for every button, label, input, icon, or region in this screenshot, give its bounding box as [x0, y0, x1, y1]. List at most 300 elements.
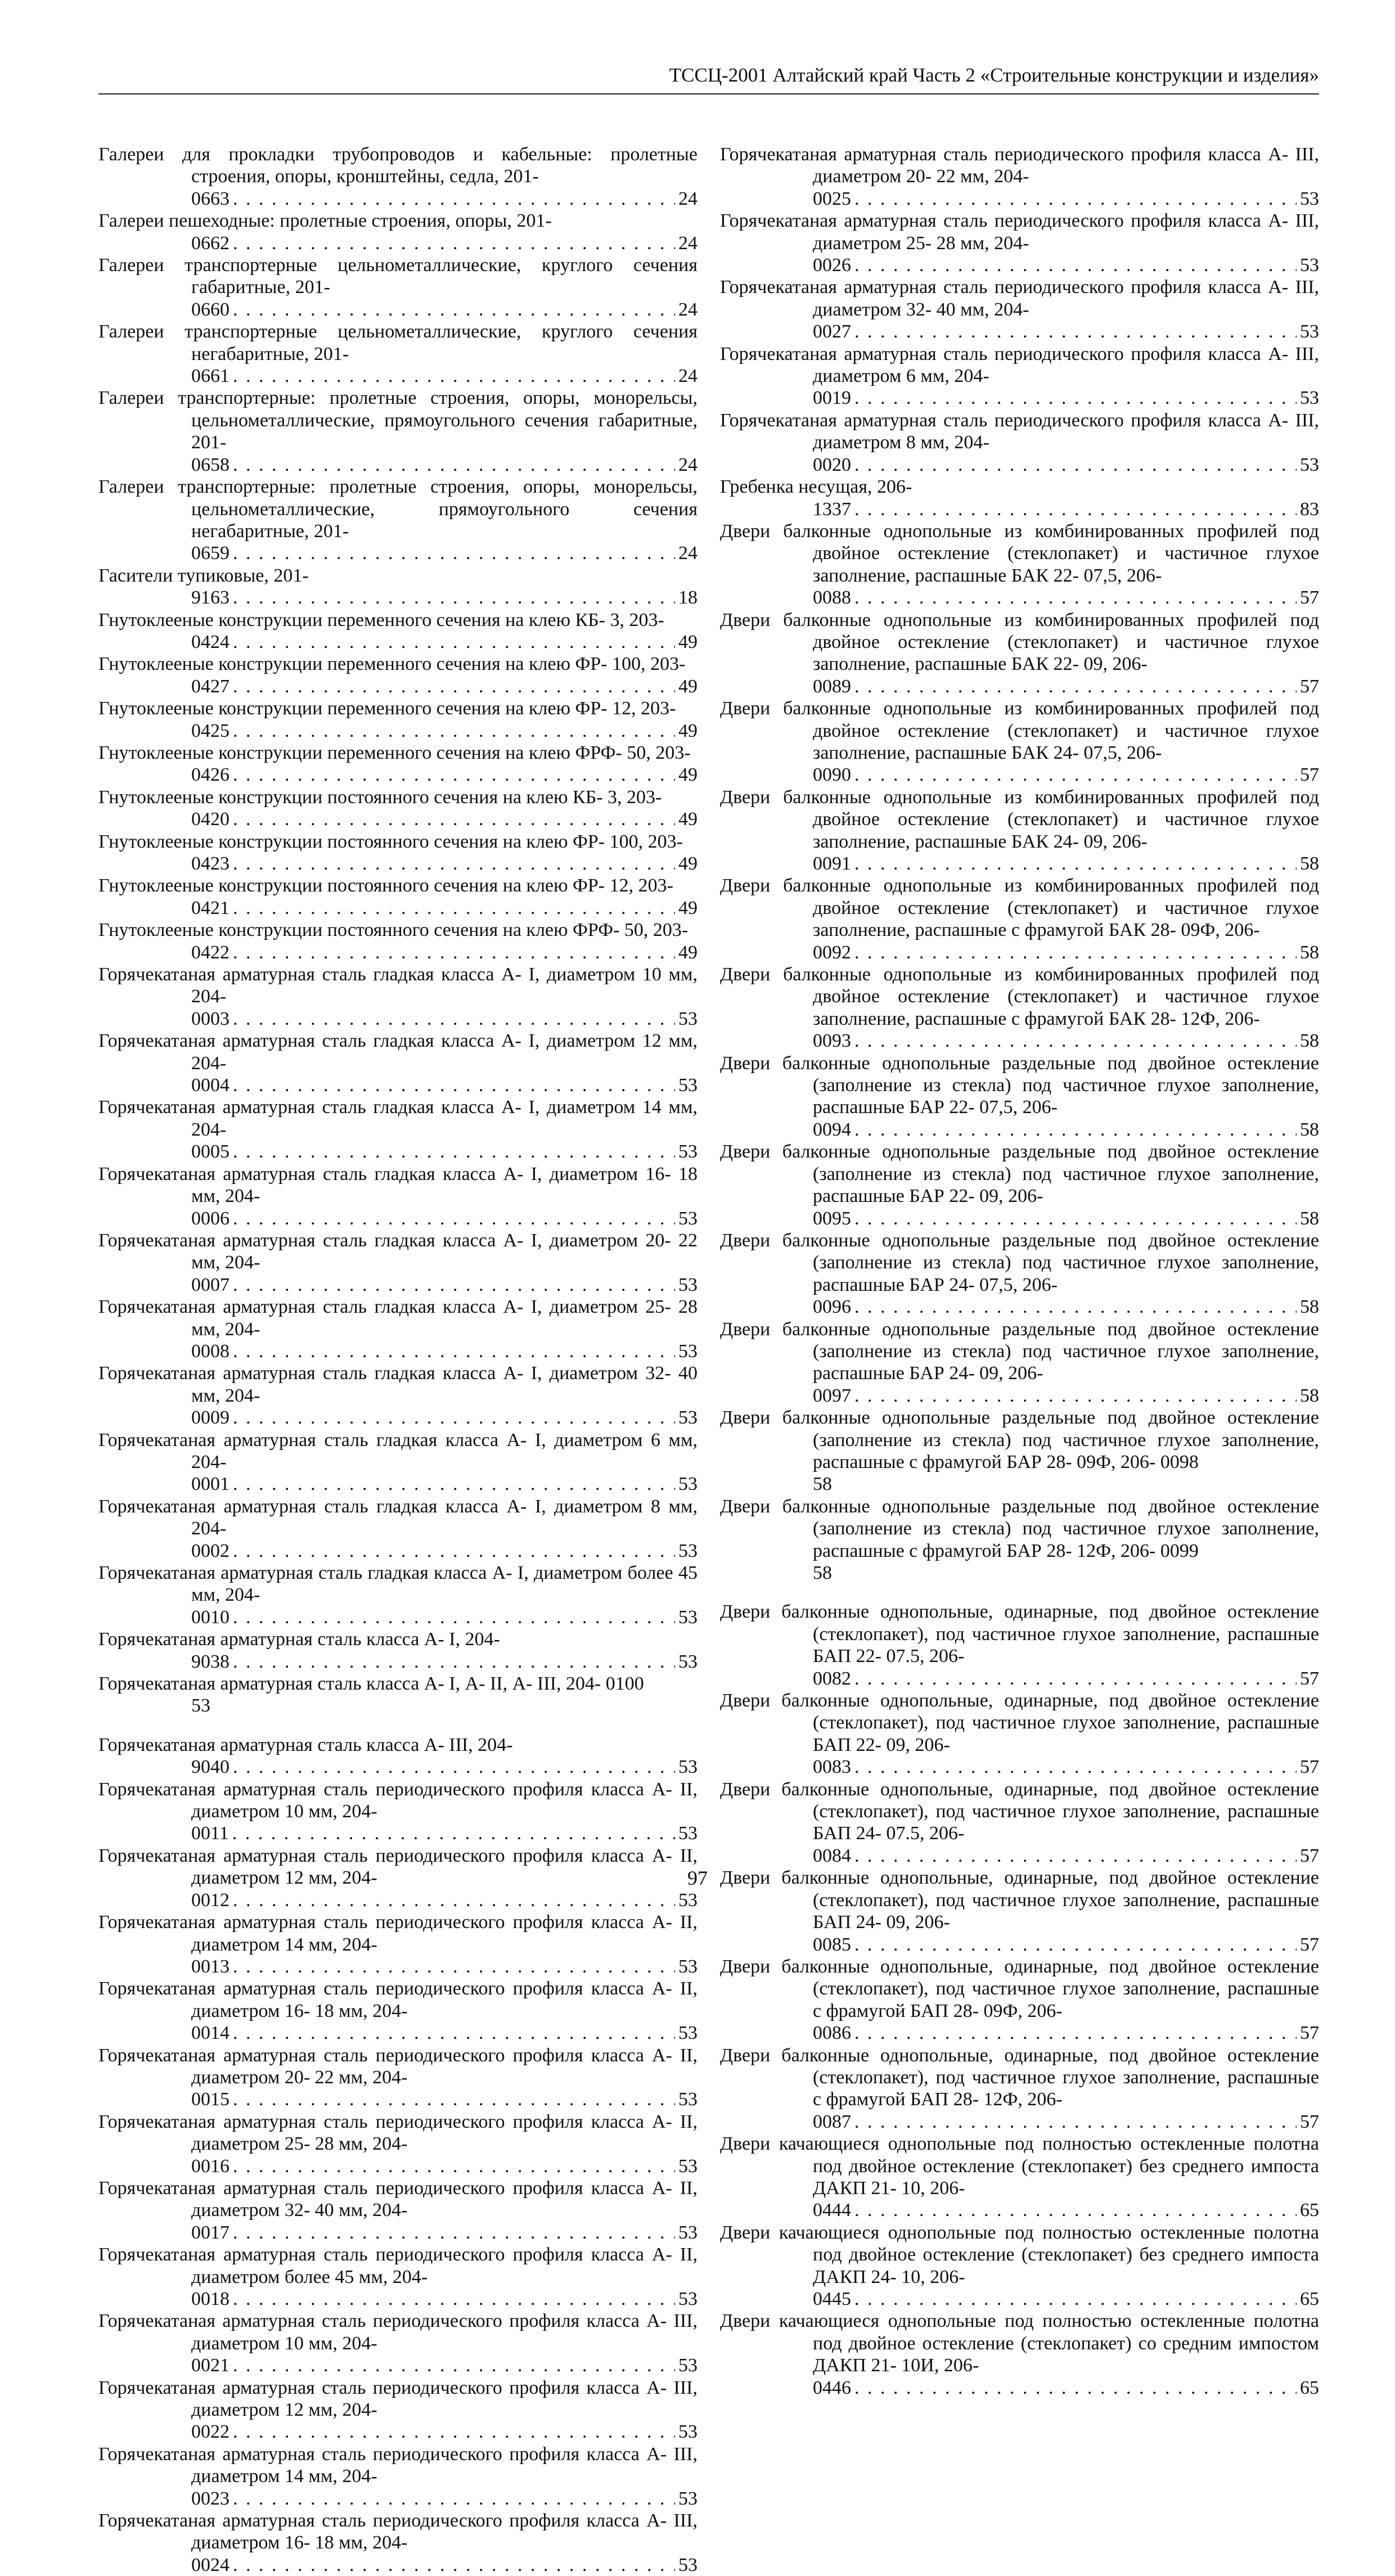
dot-leader [233, 2554, 675, 2576]
dot-leader [233, 1274, 675, 1296]
index-entry-text: Горячекатаная арматурная сталь периодического профиля класса А- II, диаметром 10 мм, 204- [98, 1778, 698, 1822]
index-entry-text-end: 0018 [191, 2289, 230, 2309]
index-entry-page: 65 [1300, 2377, 1319, 2398]
index-entry-text: Горячекатаная арматурная сталь периодического профиля класса А- III, диаметром 10 мм, 204- [98, 2311, 698, 2354]
index-entry-text: Двери балконные однопольные из комбинированных профилей под двойное остекление (стеклопакет) и частичное глухое заполнение, распашные с фрамугой БАК 28- 09Ф, 206- [720, 875, 1319, 941]
index-entry-page: 53 [1300, 255, 1319, 276]
index-entry-last-line [191, 1822, 698, 1844]
index-entry-text: Горячекатаная арматурная сталь периодического профиля класса А- II, диаметром более 45 мм, 204- [98, 2244, 698, 2287]
index-entry-last-line [813, 2022, 1319, 2044]
index-entry-text: Гнутоклееные конструкции постоянного сечения на клею ФРФ- 50, 203- [98, 920, 688, 941]
dot-leader [233, 299, 675, 321]
index-entry [720, 1956, 1319, 2044]
index-entry-text-end: 0027 [813, 321, 851, 343]
index-entry-last-line [191, 631, 698, 653]
index-entry [98, 1734, 698, 1778]
index-entry-text-end: 0004 [191, 1075, 230, 1096]
index-entry [720, 1601, 1319, 1690]
index-entry-text: Горячекатаная арматурная сталь периодического профиля класса А- II, диаметром 12 мм, 204- [98, 1845, 698, 1889]
index-entry [98, 1163, 698, 1230]
index-entry [98, 2310, 698, 2376]
index-entry-text-end: 0001 [191, 1474, 230, 1495]
index-entry-page: 53 [678, 1407, 698, 1429]
index-entry [720, 963, 1319, 1052]
index-entry [98, 1628, 698, 1673]
index-entry-page: 58 [813, 1474, 832, 1495]
dot-leader [233, 2421, 675, 2443]
index-entry-text-end: 0087 [813, 2111, 851, 2132]
index-entry-page: 53 [678, 2355, 698, 2376]
index-entry-text: Горячекатаная арматурная сталь класса А- I, 204- [98, 1629, 500, 1650]
index-entry [720, 609, 1319, 698]
index-entry [98, 1230, 698, 1296]
index-entry-text-end: 0014 [191, 2023, 230, 2044]
index-entry-text-end: 0096 [813, 1296, 851, 1318]
index-entry-text: Галереи для прокладки трубопроводов и кабельные: пролетные строения, опоры, кронштейны, седла, 201- [98, 144, 698, 187]
dot-leader [233, 587, 675, 609]
index-entry-page: 49 [678, 897, 698, 918]
index-entry [98, 1978, 698, 2044]
index-entry-page: 53 [678, 1956, 698, 1977]
dot-leader [233, 764, 675, 786]
index-entry-text-end: 0006 [191, 1208, 230, 1229]
index-entry-page: 49 [678, 942, 698, 963]
index-entry [98, 653, 698, 697]
dot-leader [233, 2022, 675, 2044]
index-entry-last-line [191, 942, 698, 963]
index-entry-text-end: 0009 [191, 1407, 230, 1429]
index-entry-text-end: 0023 [191, 2488, 230, 2509]
index-entry [720, 1407, 1319, 1496]
index-entry-last-line [191, 675, 698, 697]
index-entry-text-end: 0089 [813, 675, 851, 697]
index-entry-text: Горячекатаная арматурная сталь гладкая класса А- I, диаметром 14 мм, 204- [98, 1097, 698, 1140]
index-entry [98, 2111, 698, 2177]
dot-leader [233, 1889, 675, 1911]
index-entry [98, 1030, 698, 1096]
index-entry-text-end: 9163 [191, 587, 230, 609]
index-entry [720, 1230, 1319, 1318]
index-column-right [720, 143, 1319, 2399]
index-entry-last-line [191, 542, 698, 564]
index-entry-text-end: 0095 [813, 1208, 851, 1229]
index-entry-text: Горячекатаная арматурная сталь гладкая класса А- I, диаметром 8 мм, 204- [98, 1496, 698, 1539]
index-entry-page: 53 [678, 1606, 698, 1628]
index-entry [98, 2244, 698, 2310]
index-entry-text-end: 0003 [191, 1008, 230, 1029]
index-entry-last-line [813, 764, 1319, 786]
index-entry [98, 742, 698, 786]
index-entry [720, 1778, 1319, 1867]
index-entry-last-line [813, 2199, 1319, 2221]
index-entry-text: Двери балконные однопольные раздельные под двойное остекление (заполнение из стекла) под частичное глухое заполнение, распашные БАР 22- 09, 206- [720, 1141, 1319, 1207]
index-entry-text: Галереи транспортерные цельнометаллические, круглого сечения негабаритные, 201- [98, 321, 698, 364]
index-entry-page: 53 [678, 1540, 698, 1561]
index-entry-text: Двери балконные однопольные из комбинированных профилей под двойное остекление (стеклопакет) и частичное глухое заполнение, распашные БАК 24- 09, 206- [720, 786, 1319, 852]
index-entry-text: Горячекатаная арматурная сталь гладкая класса А- I, диаметром 10 мм, 204- [98, 964, 698, 1007]
index-entry-text-end: 0086 [813, 2023, 851, 2044]
dot-leader [854, 587, 1297, 609]
index-entry [98, 1562, 698, 1628]
index-entry-text-end: 0420 [191, 809, 230, 830]
index-entry-text-end: 0010 [191, 1606, 230, 1628]
index-entry-last-line [191, 1208, 698, 1230]
index-entry-last-line [813, 1668, 1319, 1690]
index-entry [98, 476, 698, 565]
index-entry-page: 58 [1300, 1030, 1319, 1052]
index-entry-text-end: 0092 [813, 942, 851, 963]
index-entry-text: Горячекатаная арматурная сталь периодического профиля класса А- III, диаметром 20- 22 мм, 204- [720, 144, 1319, 187]
page-header [98, 62, 1319, 94]
index-entry-text: Двери балконные однопольные из комбинированных профилей под двойное остекление (стеклопакет) и частичное глухое заполнение, распашные БАК 24- 07,5, 206- [720, 698, 1319, 763]
dot-leader [854, 1668, 1297, 1690]
index-entry-last-line [191, 1540, 698, 1562]
index-entry [98, 1096, 698, 1163]
index-entry-text: Горячекатаная арматурная сталь гладкая класса А- I, диаметром 25- 28 мм, 204- [98, 1296, 698, 1340]
index-entry-text-end: 0002 [191, 1540, 230, 1561]
index-entry-text: Горячекатаная арматурная сталь периодического профиля класса А- III, диаметром 25- 28 мм, 204- [720, 210, 1319, 254]
index-entry-text-end: 0425 [191, 720, 230, 741]
index-entry-text: Двери качающиеся однопольные под полностью остекленные полотна под двойное остекление (стеклопакет) без среднего импоста ДАКП 21- 10, 206- [720, 2133, 1319, 2199]
index-entry [98, 963, 698, 1030]
dot-leader [854, 1385, 1297, 1407]
index-entry-text: Гнутоклееные конструкции переменного сечения на клею КБ- 3, 203- [98, 609, 664, 631]
index-entry [98, 2510, 698, 2576]
dot-leader [233, 1651, 675, 1673]
index-entry-text: Гнутоклееные конструкции постоянного сечения на клею ФР- 12, 203- [98, 875, 673, 897]
dot-leader [233, 188, 675, 210]
dot-leader [854, 1756, 1297, 1778]
dot-leader [233, 942, 675, 963]
index-entry-text: Горячекатаная арматурная сталь гладкая класса А- I, диаметром 32- 40 мм, 204- [98, 1363, 698, 1406]
index-entry-text: Двери балконные однопольные раздельные под двойное остекление (заполнение из стекла) под частичное глухое заполнение, распашные с фрамугой БАР 28- 12Ф, 206- 0099 [720, 1496, 1319, 1561]
index-entry-page: 53 [678, 1340, 698, 1362]
index-entry [720, 875, 1319, 963]
dot-leader [854, 454, 1297, 476]
index-entry [98, 254, 698, 321]
index-entry-page: 58 [813, 1562, 832, 1583]
index-entry-page: 24 [678, 366, 698, 387]
index-entry-text-end: 0445 [813, 2289, 851, 2309]
index-entry [98, 1429, 698, 1496]
index-entry-page: 53 [1300, 188, 1319, 209]
index-entry-text-end: 0658 [191, 454, 230, 475]
index-entry-text: Горячекатаная арматурная сталь периодического профиля класса А- III, диаметром 32- 40 мм, 204- [720, 277, 1319, 320]
index-entry-last-line [191, 1074, 698, 1096]
index-entry-text-end: 0421 [191, 897, 230, 918]
index-entry-page: 57 [1300, 2111, 1319, 2132]
index-entry-page: 53 [678, 2222, 698, 2243]
index-entry-text: Горячекатаная арматурная сталь периодического профиля класса А- II, диаметром 25- 28 мм, 204- [98, 2111, 698, 2155]
index-entry-last-line [813, 2111, 1319, 2133]
index-entry-text: Двери балконные однопольные, одинарные, под двойное остекление (стеклопакет), под частичное глухое заполнение, распашные БАП 24- 09, 206- [720, 1867, 1319, 1933]
index-entry [98, 321, 698, 387]
index-entry-last-line [191, 1606, 698, 1628]
dot-leader [854, 942, 1297, 963]
index-entry [98, 919, 698, 963]
dot-leader [233, 853, 675, 875]
index-entry-text: Горячекатаная арматурная сталь периодического профиля класса А- III, диаметром 14 мм, 204- [98, 2443, 698, 2487]
dot-leader [854, 1030, 1297, 1052]
index-entry-page: 58 [1300, 942, 1319, 963]
index-entry-text-end: 0091 [813, 853, 851, 874]
index-entry-text: Гнутоклееные конструкции постоянного сечения на клею КБ- 3, 203- [98, 786, 662, 808]
dot-leader [854, 1845, 1297, 1867]
index-entry-text-end: 0097 [813, 1385, 851, 1406]
dot-leader [854, 254, 1297, 276]
index-entry-last-line [191, 2554, 698, 2576]
dot-leader [233, 631, 675, 653]
index-entry-text: Гнутоклееные конструкции переменного сечения на клею ФР- 100, 203- [98, 654, 686, 675]
index-entry-page: 58 [1300, 1208, 1319, 1229]
dot-leader [233, 2354, 675, 2376]
index-entry-text-end: 9038 [191, 1651, 230, 1672]
index-entry-last-line [191, 454, 698, 476]
index-entry [98, 1362, 698, 1429]
dot-leader [233, 2288, 675, 2310]
index-entry-text-end: 0094 [813, 1119, 851, 1140]
index-entry-text-end: 0005 [191, 1141, 230, 1163]
index-entry-page: 24 [678, 454, 698, 475]
dot-leader [233, 542, 675, 564]
index-entry-text: Двери балконные однопольные раздельные под двойное остекление (заполнение из стекла) под частичное глухое заполнение, распашные БАР 22- 07,5, 206- [720, 1052, 1319, 1118]
index-entry [98, 2443, 698, 2510]
index-entry [720, 1496, 1319, 1584]
index-entry-text-end: 0426 [191, 764, 230, 786]
index-entry-last-line [191, 2088, 698, 2110]
index-entry-page: 53 [678, 1474, 698, 1495]
index-entry-text-end: 0007 [191, 1274, 230, 1295]
index-entry [98, 786, 698, 831]
index-entry-text: Горячекатаная арматурная сталь периодического профиля класса А- II, диаметром 20- 22 мм, 204- [98, 2044, 698, 2088]
index-entry-page: 24 [678, 543, 698, 564]
index-entry [720, 276, 1319, 343]
index-entry-page: 24 [678, 299, 698, 320]
index-entry-text: Двери балконные однопольные, одинарные, под двойное остекление (стеклопакет), под частичное глухое заполнение, распашные БАП 24- 07.5, 206- [720, 1778, 1319, 1844]
index-entry-text-end: 0082 [813, 1668, 851, 1689]
index-entry [720, 2310, 1319, 2399]
index-entry-page: 49 [678, 720, 698, 741]
index-entry-text-end: 0012 [191, 1889, 230, 1911]
index-entry-page: 53 [678, 1274, 698, 1295]
index-entry [98, 831, 698, 875]
index-entry-last-line [191, 1473, 698, 1495]
index-entry-last-line [191, 2288, 698, 2310]
index-entry-page: 58 [1300, 1385, 1319, 1406]
dot-leader [854, 853, 1297, 875]
index-entry-last-line [191, 720, 698, 742]
index-entry-last-line [191, 1889, 698, 1911]
index-entry [720, 409, 1319, 476]
index-entry-text-end: 0659 [191, 543, 230, 564]
index-entry-page: 53 [191, 1695, 210, 1717]
index-entry-text-end: 0446 [813, 2377, 851, 2398]
index-entry-page: 53 [678, 2488, 698, 2509]
index-entry-last-line [191, 1340, 698, 1362]
dot-leader [233, 1606, 675, 1628]
index-entry [98, 210, 698, 254]
index-entry-page: 53 [678, 1757, 698, 1778]
index-entry-last-line [191, 2155, 698, 2177]
index-entry-text-end: 0008 [191, 1340, 230, 1362]
index-entry-text: Горячекатаная арматурная сталь периодического профиля класса А- II, диаметром 32- 40 мм, 204- [98, 2177, 698, 2221]
dot-leader [854, 1208, 1297, 1230]
index-entry [98, 697, 698, 742]
index-entry-last-line [191, 2354, 698, 2376]
index-entry [720, 1141, 1319, 1230]
dot-leader [854, 498, 1297, 520]
index-entry-text: Двери балконные однопольные, одинарные, под двойное остекление (стеклопакет), под частичное глухое заполнение, распашные БАП 22- 07.5, 206- [720, 1601, 1319, 1667]
index-entry [720, 143, 1319, 210]
dot-leader [233, 454, 675, 476]
index-entry-text: Горячекатаная арматурная сталь гладкая класса А- I, диаметром 20- 22 мм, 204- [98, 1230, 698, 1273]
dot-leader [233, 675, 675, 697]
index-entry-last-line [813, 1296, 1319, 1318]
index-entry-text-end: 0026 [813, 255, 851, 276]
index-entry-page: 53 [1300, 321, 1319, 343]
index-entry-last-line [191, 808, 698, 830]
dot-leader [233, 1956, 675, 1978]
dot-leader [233, 1756, 675, 1778]
index-entry-last-line [813, 254, 1319, 276]
dot-leader [233, 2088, 675, 2110]
index-entry-text-end: 0016 [191, 2155, 230, 2177]
index-entry-text: Горячекатаная арматурная сталь периодического профиля класса А- III, диаметром 12 мм, 204- [98, 2377, 698, 2421]
index-entry-last-line [813, 321, 1319, 343]
index-entry-page: 53 [678, 2155, 698, 2177]
index-column-left [98, 143, 698, 2576]
index-entry-text: Горячекатаная арматурная сталь класса А- III, 204- [98, 1734, 513, 1755]
index-entry-text: Двери балконные однопольные раздельные под двойное остекление (заполнение из стекла) под частичное глухое заполнение, распашные с фрамугой БАР 28- 09Ф, 206- 0098 [720, 1407, 1319, 1472]
index-entry-last-line [191, 1651, 698, 1673]
index-entry-text: Горячекатаная арматурная сталь периодического профиля класса А- III, диаметром 6 мм, 204- [720, 343, 1319, 387]
index-entry-text: Галереи транспортерные цельнометаллические, круглого сечения габаритные, 201- [98, 255, 698, 298]
index-entry-page: 49 [678, 675, 698, 697]
index-entry [720, 2222, 1319, 2311]
index-entry-last-line [191, 299, 698, 321]
index-entry-text-end: 0427 [191, 675, 230, 697]
index-entry-text: Гребенка несущая, 206- [720, 476, 912, 498]
index-entry-text: Галереи пешеходные: пролетные строения, опоры, 201- [98, 210, 552, 232]
index-entry-text: Горячекатаная арматурная сталь класса А- I, А- II, А- III, 204- 0100 [98, 1673, 644, 1695]
page-number: 97 [687, 1867, 708, 1889]
index-entry-text: Двери качающиеся однопольные под полностью остекленные полотна под двойное остекление (стеклопакет) без среднего импоста ДАКП 24- 10, 206- [720, 2222, 1319, 2287]
index-entry-last-line [813, 942, 1319, 963]
index-entry [720, 786, 1319, 875]
dot-leader [854, 2288, 1297, 2310]
index-entry-text-end: 0017 [191, 2222, 230, 2243]
dot-leader [854, 1296, 1297, 1318]
index-entry-text-end: 0660 [191, 299, 230, 320]
index-entry-text: Галереи транспортерные: пролетные строения, опоры, монорельсы, цельнометаллические, прямоугольного сечения габаритные, 201- [98, 388, 698, 453]
index-entry-text-end: 0024 [191, 2554, 230, 2575]
index-entry-last-line [191, 764, 698, 786]
dot-leader [233, 1141, 675, 1163]
index-entry-text-end: 0090 [813, 764, 851, 786]
index-entry-page: 49 [678, 631, 698, 652]
index-entry-page: 57 [1300, 764, 1319, 786]
index-entry-text: Горячекатаная арматурная сталь периодического профиля класса А- II, диаметром 14 мм, 204- [98, 1912, 698, 1955]
dot-leader [233, 1074, 675, 1096]
index-entry-text: Горячекатаная арматурная сталь гладкая класса А- I, диаметром 6 мм, 204- [98, 1429, 698, 1472]
dot-leader [854, 321, 1297, 343]
index-entry-last-line [191, 2222, 698, 2244]
index-entry-page: 83 [1300, 498, 1319, 520]
dot-leader [233, 1540, 675, 1562]
index-entry-text: Двери качающиеся однопольные под полностью остекленные полотна под двойное остекление (стеклопакет) со средним импостом ДАКП 21- 10И, 206- [720, 2311, 1319, 2376]
index-entry-text-end: 0015 [191, 2089, 230, 2110]
dot-leader [233, 1340, 675, 1362]
index-entry-text: Горячекатаная арматурная сталь гладкая класса А- I, диаметром более 45 мм, 204- [98, 1562, 698, 1606]
index-entry [98, 1911, 698, 1978]
index-entry-text: Горячекатаная арматурная сталь периодического профиля класса А- III, диаметром 8 мм, 204- [720, 409, 1319, 453]
index-entry-text: Горячекатаная арматурная сталь гладкая класса А- I, диаметром 16- 18 мм, 204- [98, 1163, 698, 1207]
index-entry-last-line [191, 853, 698, 875]
index-entry-text-end: 0093 [813, 1030, 851, 1052]
dot-leader [233, 1473, 675, 1495]
index-entry-page: 53 [678, 2289, 698, 2309]
dot-leader [854, 1934, 1297, 1956]
index-entry-text: Двери балконные однопольные из комбинированных профилей под двойное остекление (стеклопакет) и частичное глухое заполнение, распашные БАК 22- 09, 206- [720, 609, 1319, 675]
index-entry-last-line [813, 675, 1319, 697]
index-entry-page: 53 [678, 2554, 698, 2575]
index-entry-text-end: 0662 [191, 232, 230, 254]
index-entry [98, 2044, 698, 2111]
index-entry-last-line [813, 853, 1319, 875]
index-entry [720, 210, 1319, 276]
index-entry-text-end: 0661 [191, 366, 230, 387]
index-entry-last-line [813, 1030, 1319, 1052]
index-entry-page: 57 [1300, 1668, 1319, 1689]
index-entry-last-line [191, 1407, 698, 1429]
index-entry-text-end: 0085 [813, 1934, 851, 1955]
index-entry-last-line [813, 1756, 1319, 1778]
dot-leader [854, 764, 1297, 786]
index-entry-page: 49 [678, 853, 698, 874]
index-entry-page: 24 [678, 188, 698, 209]
index-entry-page: 18 [678, 587, 698, 609]
index-entry-page: 58 [1300, 1119, 1319, 1140]
index-entry-text-end: 0088 [813, 587, 851, 609]
index-entry-text-end: 0423 [191, 853, 230, 874]
dot-leader [233, 1407, 675, 1429]
dot-leader [854, 2377, 1297, 2399]
dot-leader [854, 675, 1297, 697]
index-entry-text-end: 0084 [813, 1845, 851, 1866]
index-entry-text: Галереи транспортерные: пролетные строения, опоры, монорельсы, цельнометаллические, прямоугольного сечения негабаритные, 201- [98, 476, 698, 542]
index-entry-page: 53 [678, 2023, 698, 2044]
index-entry [720, 1690, 1319, 1778]
index-entry-text-end: 0422 [191, 942, 230, 963]
index-entry [720, 1318, 1319, 1407]
dot-leader [233, 2222, 675, 2244]
index-entry [98, 387, 698, 476]
index-entry [720, 2044, 1319, 2133]
dot-leader [854, 188, 1297, 210]
index-entry-page: 53 [678, 1208, 698, 1229]
index-entry-text-end: 0444 [813, 2200, 851, 2221]
index-entry-text-end: 0025 [813, 188, 851, 209]
dot-leader [233, 1208, 675, 1230]
index-entry [720, 343, 1319, 409]
index-entry-text-end: 0083 [813, 1757, 851, 1778]
index-entry-last-line [813, 498, 1319, 520]
index-entry-last-line [191, 2022, 698, 2044]
index-entry [720, 1052, 1319, 1141]
index-entry-page: 53 [678, 1008, 698, 1029]
index-entry-last-line [191, 587, 698, 609]
dot-leader [233, 720, 675, 742]
